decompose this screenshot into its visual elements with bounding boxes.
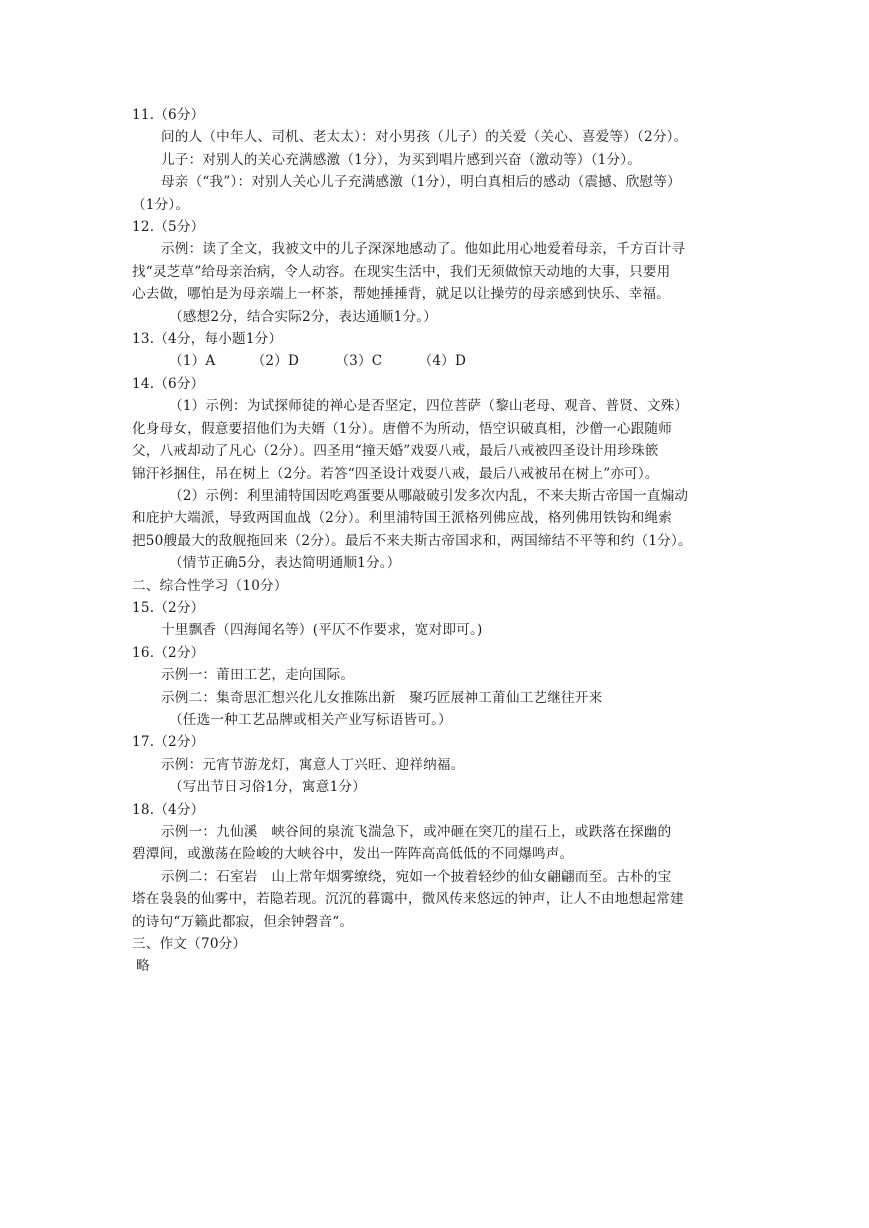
answer-paragraph: 儿子：对别人的关心充满感激（1分），为买到唱片感到兴奋（激动等）（1分）。 (161, 151, 642, 168)
answer-paragraph: （1分）。 (132, 196, 190, 213)
answer-paragraph: 找“灵芝草”给母亲治病，令人动容。在现实生活中，我们无须做惊天动地的大事，只要用 (132, 263, 671, 280)
answer-key-body (132, 104, 712, 978)
question-13-heading: 13.（4分，每小题1分） (132, 331, 283, 348)
answer-paragraph: 示例二：石室岩 山上常年烟雾缭绕，宛如一个披着轻纱的仙女翩翩而至。古朴的宝 (161, 868, 672, 885)
question-11-heading: 11.（6分） (132, 107, 205, 123)
question-14-heading: 14.（6分） (132, 375, 205, 392)
answer-paragraph: 碧潭间，或激荡在险峻的大峡谷中，发出一阵阵高高低低的不同爆鸣声。 (132, 846, 574, 863)
scoring-note: （感想2分，结合实际2分，表达通顺1分。） (169, 308, 438, 325)
answer-paragraph: 示例一：九仙溪 峡谷间的泉流飞湍急下，或冲砸在突兀的崖石上，或跌落在探幽的 (161, 824, 672, 840)
answer-paragraph: 和庇护大端派，导致两国血战（2分）。利里浦特国王派格列佛应战，格列佛用铁钩和绳索 (132, 510, 673, 527)
answer-paragraph: 化身母女，假意要招他们为夫婿（1分）。唐僧不为所动，悟空识破真相，沙僧一心跟随师 (132, 420, 673, 437)
question-18-heading: 18.（4分） (132, 801, 205, 818)
answer-paragraph: 十里飘香（四海闻名等）(平仄不作要求，宽对即可。) (161, 622, 483, 639)
answer-paragraph: 的诗句“万籁此都寂，但余钟磬音“。 (132, 913, 354, 930)
answer-paragraph: 心去做，哪怕是为母亲端上一杯茶，帮她捶捶背，就足以让操劳的母亲感到快乐、幸福。 (132, 286, 670, 303)
answer-paragraph: 父，八戒却动了凡心（2分）。四圣用“撞天婚”戏耍八戒，最后八戒被四圣设计用珍珠篏 (132, 443, 659, 460)
section-3-heading: 三、作文（70分） (132, 936, 247, 953)
essay-answer-omitted: 略 (136, 958, 150, 975)
question-12-heading: 12.（5分） (132, 219, 205, 236)
answer-paragraph: 把50艘最大的敌舰拖回来（2分）。最后不来夫斯古帝国求和，两国缔结不平等和约（1分）。 (132, 532, 692, 549)
answer-paragraph: 示例二：集奇思汇想兴化儿女推陈出新 聚巧匠展神工莆仙工艺继往开来 (161, 689, 603, 706)
question-17-heading: 17.（2分） (132, 734, 205, 751)
question-16-heading: 16.（2分） (132, 644, 205, 661)
section-2-heading: 二、综合性学习（10分） (132, 577, 288, 594)
scoring-note: （情节正确5分，表达简明通顺1分。） (169, 555, 401, 572)
scoring-note: （写出节日习俗1分，寓意1分） (169, 779, 367, 796)
scoring-note: （任选一种工艺品牌或相关产业写标语皆可。） (169, 711, 452, 728)
answer-paragraph: 示例：读了全文，我被文中的儿子深深地感动了。他如此用心地爱着母亲，千方百计寻 (161, 241, 686, 258)
answer-paragraph: 锦汗衫捆住，吊在树上（2分。若答“四圣设计戏耍八戒，最后八戒被吊在树上”亦可）。 (132, 465, 659, 482)
multiple-choice-answers: （1）A （2）D （3）C （4）D (169, 353, 467, 370)
answer-paragraph: 塔在袅袅的仙雾中，若隐若现。沉沉的暮霭中，微风传来悠远的钟声，让人不由地想起常建 (132, 891, 684, 908)
answer-paragraph: 示例：元宵节游龙灯，寓意人丁兴旺、迎祥纳福。 (161, 756, 465, 773)
answer-paragraph: （1）示例：为试探师徒的禅心是否坚定，四位菩萨（黎山老母、观音、普贤、文殊） (169, 398, 689, 415)
answer-paragraph: 母亲（“我”）：对别人关心儿子充满感激（1分），明白真相后的感动（震撼、欣慰等） (161, 174, 681, 191)
answer-paragraph: （2）示例：利里浦特国因吃鸡蛋要从哪敲破引发多次内乱，不来夫斯古帝国一直煽动 (169, 487, 689, 504)
question-15-heading: 15.（2分） (132, 599, 205, 616)
answer-paragraph: 问的人（中年人、司机、老太太）：对小男孩（儿子）的关爱（关心、喜爱等）（2分）。 (161, 129, 688, 146)
answer-paragraph: 示例一：莆田工艺，走向国际。 (161, 667, 355, 684)
